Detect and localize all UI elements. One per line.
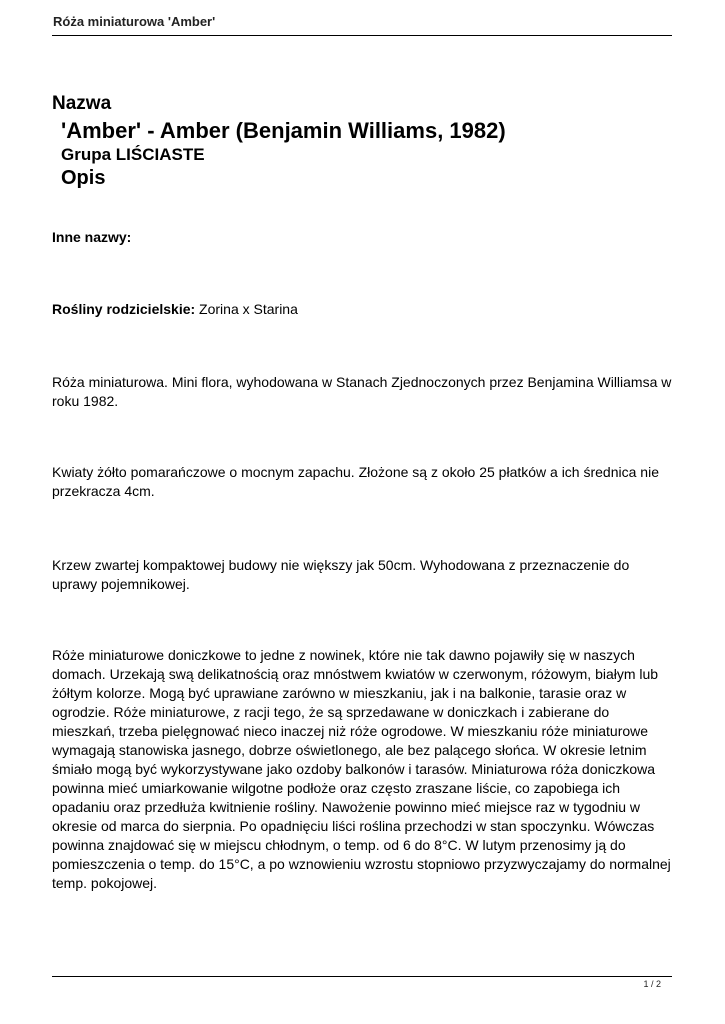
- paragraph-flowers: Kwiaty żółto pomarańczowe o mocnym zapachu. Złożone są z około 25 płatków a ich średnica nie przekracza 4cm.: [52, 464, 659, 499]
- paragraph-origin: Róża miniaturowa. Mini flora, wyhodowana w Stanach Zjednoczonych przez Benjamina Williamsa w roku 1982.: [52, 374, 672, 409]
- group-line: Grupa LIŚCIASTE: [61, 145, 205, 164]
- footer-divider: [52, 976, 672, 977]
- description-label: Opis: [61, 167, 106, 189]
- document-header-title: Róża miniaturowa 'Amber': [53, 14, 216, 29]
- parent-plants-value: Zorina x Starina: [195, 301, 298, 317]
- paragraph-care: Róże miniaturowe doniczkowe to jedne z nowinek, które nie tak dawno pojawiły się w naszych domach. Urzekają swą delikatnością oraz mnóstwem kwiatów w czerwonym, różowym, białym lub żółtym kolorze. Mogą być uprawiane zarówno w mieszkaniu, jak i na balkonie, tarasie oraz w ogrodzie. Róże miniaturowe, z racji tego, że są sprzedawane w doniczkach i zabierane do mieszkań, trzeba pielęgnować nieco inaczej niż róże ogrodowe. W mieszkaniu róże miniaturowe wymagają stanowiska jasnego, dobrze oświetlonego, ale bez palącego słońca. W okresie letnim śmiało mogą być wykorzystywane jako ozdoby balkonów i tarasów. Miniaturowa róża doniczkowa powinna mieć umiarkowanie wilgotne podłoże oraz często zraszane liście, co zapobiega ich opadaniu oraz przedłuża kwitnienie rośliny. Nawożenie powinno mieć miejsce raz w tygodniu w okresie od marca do sierpnia. Po opadnięciu liści roślina przechodzi w stan spoczynku. Wówczas powinna znajdować się w miejscu chłodnym, o temp. od 6 do 8°C. W lutym przenosimy ją do pomieszczenia o temp. do 15°C, a po wznowieniu wzrostu stopniowo przyzwyczajamy do normalnej temp. pokojowej.: [52, 647, 671, 891]
- other-names-label: Inne nazwy:: [52, 229, 132, 245]
- variety-title: 'Amber' - Amber (Benjamin Williams, 1982): [61, 118, 506, 143]
- parent-plants: [52, 300, 298, 318]
- name-label: Nazwa: [52, 93, 112, 114]
- paragraph-shrub: Krzew zwartej kompaktowej budowy nie większy jak 50cm. Wyhodowana z przeznaczenie do uprawy pojemnikowej.: [52, 557, 630, 592]
- page-number: 1 / 2: [643, 979, 661, 989]
- parent-plants-label: Rośliny rodzicielskie:: [52, 301, 196, 317]
- header-divider: [52, 35, 672, 36]
